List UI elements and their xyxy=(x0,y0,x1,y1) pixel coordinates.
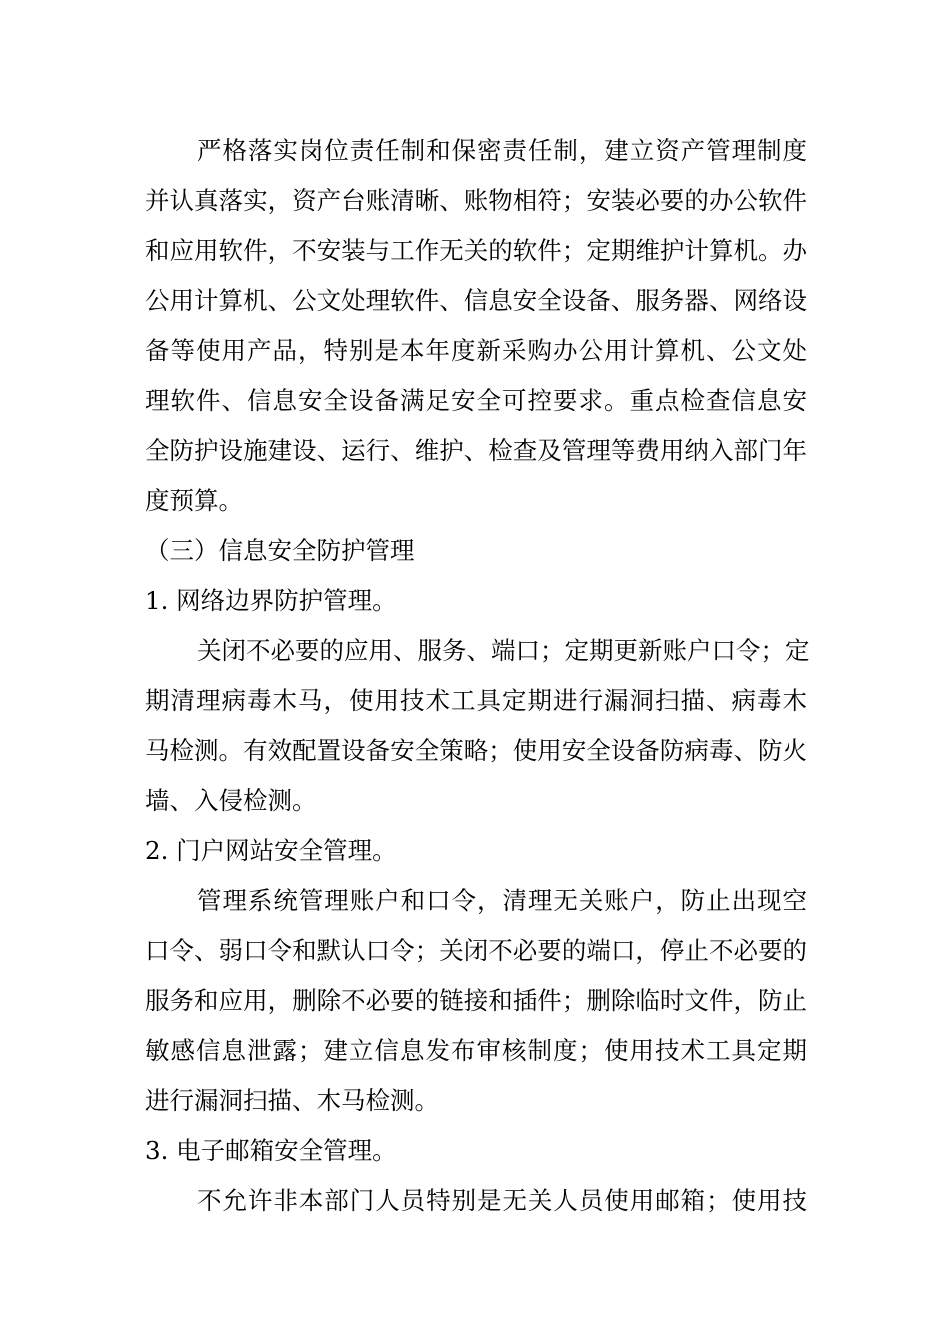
paragraph-line: 不允许非本部门人员特别是无关人员使用邮箱；使用技 xyxy=(197,1186,807,1215)
paragraph-line: 关闭不必要的应用、服务、端口；定期更新账户口令；定 xyxy=(197,636,810,665)
subsection-heading: 3. 电子邮箱安全管理。 xyxy=(145,1136,397,1165)
paragraph-line: 期清理病毒木马，使用技术工具定期进行漏洞扫描、病毒木 xyxy=(145,686,807,715)
subsection-heading: 1. 网络边界防护管理。 xyxy=(145,586,397,615)
paragraph-line: 进行漏洞扫描、木马检测。 xyxy=(145,1086,439,1115)
paragraph-line: 和应用软件，不安装与工作无关的软件；定期维护计算机。办 xyxy=(145,236,807,265)
section-heading: （三）信息安全防护管理 xyxy=(145,536,415,565)
paragraph-line: 公用计算机、公文处理软件、信息安全设备、服务器、网络设 xyxy=(145,286,807,315)
paragraph-line: 理软件、信息安全设备满足安全可控要求。重点检查信息安 xyxy=(145,386,807,415)
subsection-heading: 2. 门户网站安全管理。 xyxy=(145,836,397,865)
paragraph-line: 服务和应用，删除不必要的链接和插件；删除临时文件，防止 xyxy=(145,986,807,1015)
paragraph-line: 备等使用产品，特别是本年度新采购办公用计算机、公文处 xyxy=(145,336,807,365)
paragraph-line: 墙、入侵检测。 xyxy=(145,786,317,815)
paragraph-line: 敏感信息泄露；建立信息发布审核制度；使用技术工具定期 xyxy=(145,1036,807,1065)
paragraph-line: 马检测。有效配置设备安全策略；使用安全设备防病毒、防火 xyxy=(145,736,807,765)
paragraph-line: 口令、弱口令和默认口令；关闭不必要的端口，停止不必要的 xyxy=(145,936,807,965)
paragraph-line: 并认真落实，资产台账清晰、账物相符；安装必要的办公软件 xyxy=(145,186,807,215)
paragraph-line: 全防护设施建设、运行、维护、检查及管理等费用纳入部门年 xyxy=(145,436,807,465)
paragraph-line: 严格落实岗位责任制和保密责任制，建立资产管理制度 xyxy=(197,136,807,165)
paragraph-line: 度预算。 xyxy=(145,486,243,515)
paragraph-line: 管理系统管理账户和口令，清理无关账户，防止出现空 xyxy=(197,886,807,915)
